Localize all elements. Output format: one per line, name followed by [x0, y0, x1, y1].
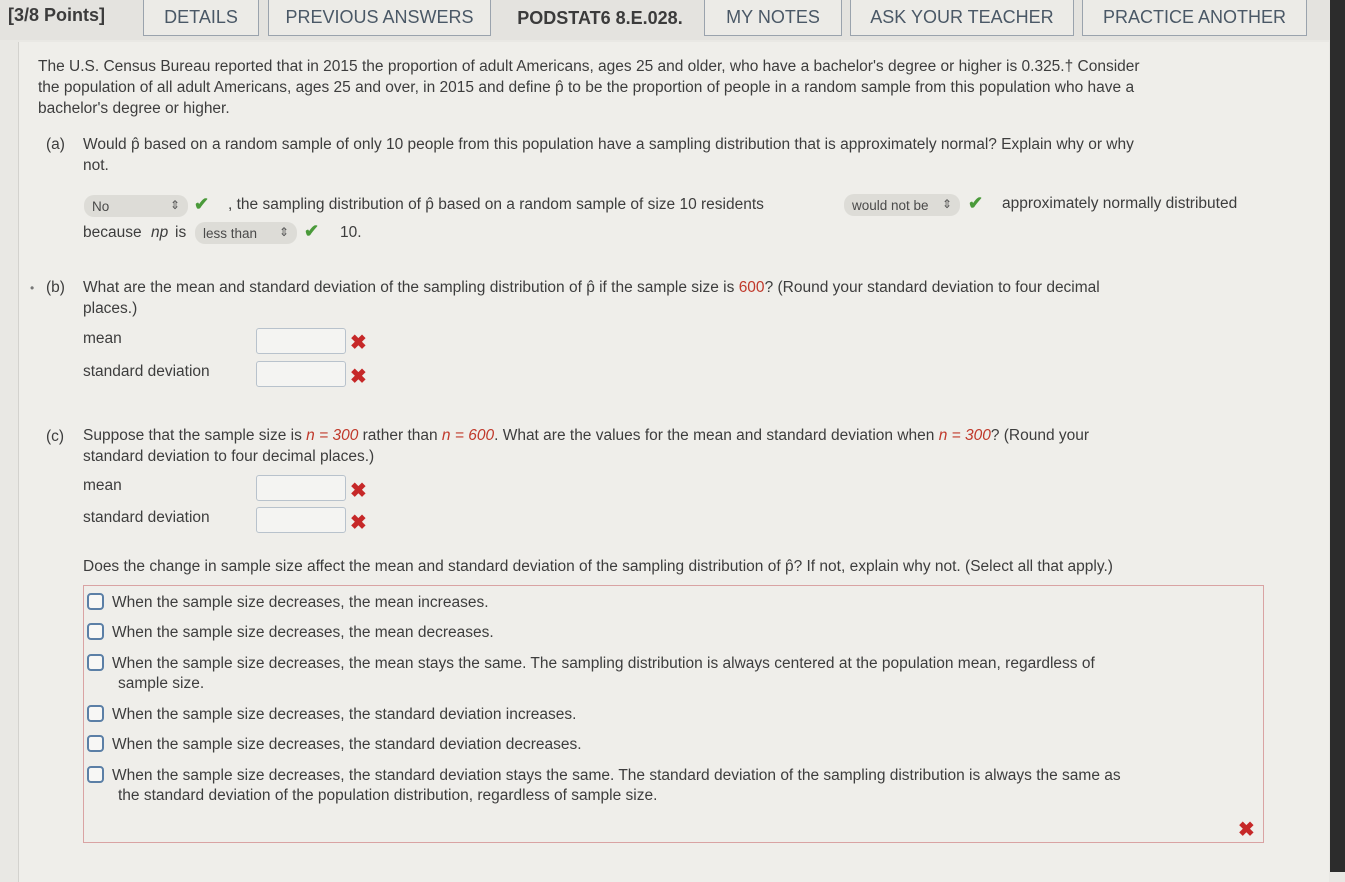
part-b-mean-input[interactable]: [256, 328, 346, 354]
part-a-select-1[interactable]: [84, 195, 188, 217]
updown-arrow-icon: ⇕: [169, 198, 180, 212]
part-c-question-1: [83, 425, 1293, 446]
option-1[interactable]: [87, 593, 1247, 613]
select-value: less than: [203, 225, 258, 241]
part-b-sd-label: standard deviation: [83, 363, 210, 380]
header-bar: [0, 0, 1345, 40]
n-300-b: n = 300: [938, 427, 991, 444]
part-c-label: (c): [46, 428, 65, 445]
part-c-mean-label: mean: [83, 477, 122, 494]
x-icon: ✖: [350, 512, 367, 534]
tab-previous-answers[interactable]: PREVIOUS ANSWERS: [268, 0, 491, 36]
part-a-select-3[interactable]: [195, 222, 297, 244]
part-c-sd-label: standard deviation: [83, 509, 210, 526]
x-icon: ✖: [350, 332, 367, 354]
checkbox[interactable]: [87, 705, 104, 722]
option-text: When the sample size decreases, the mean stays the same. The sampling distribution is always centered at the population mean, regardless of: [112, 655, 1095, 672]
check-icon: ✔: [968, 193, 984, 213]
option-2[interactable]: [87, 623, 1247, 643]
part-a-text-2: approximately normally distributed: [1002, 195, 1238, 212]
updown-arrow-icon: ⇕: [278, 225, 289, 239]
part-c-q-a: Suppose that the sample size is: [83, 427, 302, 444]
part-c-sd-input[interactable]: [256, 507, 346, 533]
window-edge: [1330, 0, 1345, 872]
option-4[interactable]: [87, 705, 1247, 725]
part-c-q-d: ? (Round your: [990, 427, 1090, 444]
check-icon: ✔: [304, 221, 320, 241]
points-label: [3/8 Points]: [8, 5, 106, 25]
np-symbol: np: [151, 224, 169, 241]
part-a-text-3: because: [83, 224, 142, 241]
option-5[interactable]: [87, 735, 1247, 755]
option-text: When the sample size decreases, the standard deviation increases.: [112, 706, 577, 723]
option-text: When the sample size decreases, the mean decreases.: [112, 624, 494, 641]
checkbox[interactable]: [87, 654, 104, 671]
tab-my-notes[interactable]: MY NOTES: [704, 0, 842, 36]
part-c-question-2: standard deviation to four decimal places.): [83, 448, 375, 465]
part-b-sd-input[interactable]: [256, 361, 346, 387]
part-a-text-4: is: [175, 224, 187, 241]
part-a-question-2: not.: [83, 157, 109, 174]
problem-id: PODSTAT6 8.E.028.: [517, 7, 683, 28]
part-b-question-2: places.): [83, 300, 138, 317]
part-b-question-post: ? (Round your standard deviation to four decimal: [764, 279, 1100, 296]
part-b-label: (b): [46, 279, 65, 296]
select-value: No: [92, 198, 110, 214]
part-a-question-1: Would p̂ based on a random sample of only 10 people from this population have a sampling distribution that is approximately normal? Explain why or why: [83, 136, 1134, 153]
updown-arrow-icon: ⇕: [941, 197, 952, 211]
n-600: n = 600: [441, 427, 495, 444]
part-a-text-1: , the sampling distribution of p̂ based on a random sample of size 10 residents: [228, 196, 764, 213]
bullet-dot: •: [30, 281, 35, 295]
intro-line-2: the population of all adult Americans, ages 25 and over, in 2015 and define p̂ to be the proportion of people in a random sample from this population who have a: [38, 79, 1135, 96]
part-b-mean-label: mean: [83, 330, 122, 347]
x-icon: ✖: [350, 480, 367, 502]
n-300-a: n = 300: [306, 427, 359, 444]
x-icon: ✖: [1238, 819, 1255, 841]
part-b-question-1: [83, 277, 1293, 298]
sample-size-600: 600: [738, 279, 765, 296]
tab-ask-your-teacher[interactable]: ASK YOUR TEACHER: [850, 0, 1074, 36]
part-c-q-b: rather than: [362, 427, 438, 444]
check-icon: ✔: [194, 194, 210, 214]
part-c-mean-input[interactable]: [256, 475, 346, 501]
checkbox[interactable]: [87, 735, 104, 752]
option-3[interactable]: [87, 654, 1247, 694]
option-text: When the sample size decreases, the standard deviation stays the same. The standard deviation of the sampling distribution is always the same as: [112, 767, 1121, 784]
option-6[interactable]: [87, 766, 1247, 806]
checkbox[interactable]: [87, 593, 104, 610]
part-a-text-5: 10.: [340, 224, 362, 241]
part-a-label: (a): [46, 136, 65, 153]
option-text: When the sample size decreases, the mean increases.: [112, 594, 489, 611]
option-text-cont: sample size.: [118, 675, 205, 692]
select-value: would not be: [852, 197, 929, 213]
checkbox[interactable]: [87, 623, 104, 640]
checkbox[interactable]: [87, 766, 104, 783]
intro-line-3: bachelor's degree or higher.: [38, 100, 230, 117]
tab-details[interactable]: DETAILS: [143, 0, 259, 36]
part-c-q-c: . What are the values for the mean and standard deviation when: [494, 427, 935, 444]
option-text: When the sample size decreases, the standard deviation decreases.: [112, 736, 582, 753]
intro-line-1: The U.S. Census Bureau reported that in 2015 the proportion of adult Americans, ages 25 and older, who have a bachelor's degree or higher is 0.325.† Consider: [38, 58, 1140, 75]
part-a-select-2[interactable]: [844, 194, 960, 216]
option-text-cont: the standard deviation of the population distribution, regardless of sample size.: [118, 787, 658, 804]
part-b-question-pre: What are the mean and standard deviation of the sampling distribution of p̂ if the sample size is: [83, 279, 735, 296]
tab-practice-another[interactable]: PRACTICE ANOTHER: [1082, 0, 1307, 36]
x-icon: ✖: [350, 366, 367, 388]
change-question: Does the change in sample size affect the mean and standard deviation of the sampling distribution of p̂? If not, explain why not. (Select all that apply.): [83, 558, 1113, 575]
